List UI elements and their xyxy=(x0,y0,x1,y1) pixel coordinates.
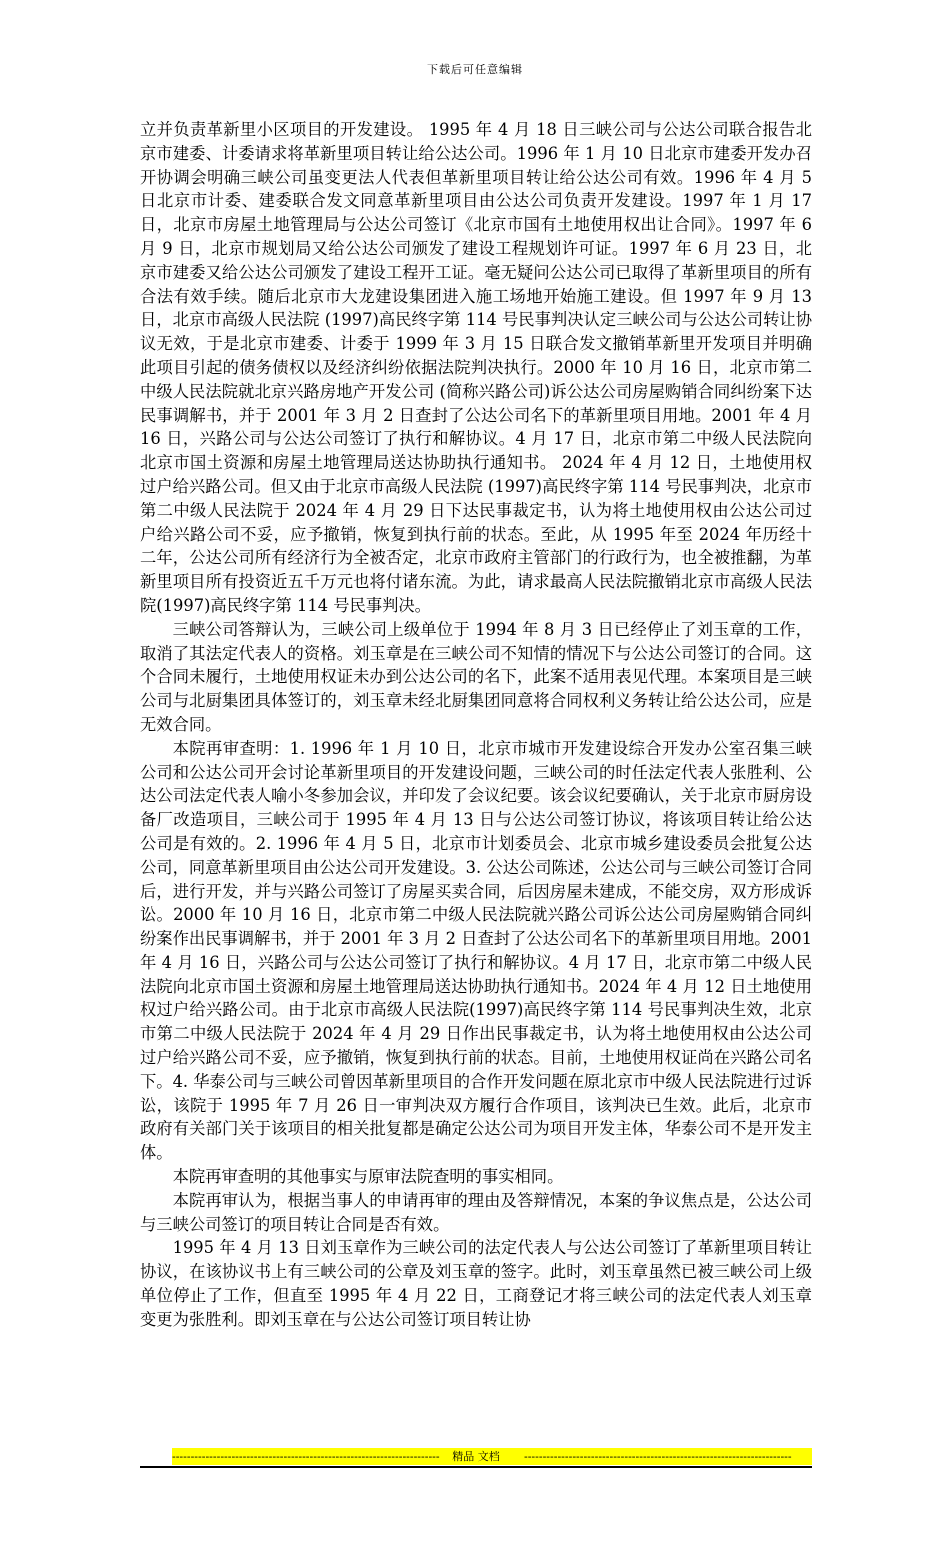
footer-rule xyxy=(140,1466,812,1468)
page-header: 下载后可任意编辑 xyxy=(427,63,523,76)
document-body xyxy=(140,118,812,1332)
paragraph-6: 1995 年 4 月 13 日刘玉章作为三峡公司的法定代表人与公达公司签订了革新里项目转让协议，在该协议书上有三峡公司的公章及刘玉章的签字。此时，刘玉章虽然已被三峡公司上级单位停止了工作，但直至 1995 年 4 月 22 日，工商登记才将三峡公司的法定代表人刘玉章变更为张胜利。即刘玉章在与公达公司签订项目转让协 xyxy=(140,1238,812,1329)
paragraph-3: 本院再审查明：1. 1996 年 1 月 10 日，北京市城市开发建设综合开发办公室召集三峡公司和公达公司开会讨论革新里项目的开发建设问题，三峡公司的时任法定代表人张胜利、公达公司法定代表人喻小冬参加会议，并印发了会议纪要。该会议纪要确认，关于北京市厨房设备厂改造项目，三峡公司于 1995 年 4 月 13 日与公达公司签订协议，将该项目转让给公达公司是有效的。2. 1996 年 4 月 5 日，北京市计划委员会、北京市城乡建设委员会批复公达公司，同意革新里项目由公达公司开发建设。3. 公达公司陈述，公达公司与三峡公司签订合同后，进行开发，并与兴路公司签订了房屋买卖合同，后因房屋未建成，不能交房，双方形成诉讼。2000 年 10 月 16 日，北京市第二中级人民法院就兴路公司诉公达公司房屋购销合同纠纷案作出民事调解书，并于 2001 年 3 月 2 日查封了公达公司名下的革新里项目用地。2001 年 4 月 16 日，兴路公司与公达公司签订了执行和解协议。4 月 17 日，北京市第二中级人民法院向北京市国土资源和房屋土地管理局送达协助执行通知书。2024 年 4 月 12 日土地使用权过户给兴路公司。由于北京市高级人民法院(1997)高民终字第 114 号民事判决生效，北京市第二中级人民法院于 2024 年 4 月 29 日作出民事裁定书，认为将土地使用权由公达公司过户给兴路公司不妥，应予撤销，恢复到执行前的状态。目前，土地使用权证尚在兴路公司名下。4. 华泰公司与三峡公司曾因革新里项目的合作开发问题在原北京市中级人民法院进行过诉讼，该院于 1995 年 7 月 26 日一审判决双方履行合作项目，该判决已生效。此后，北京市政府有关部门关于该项目的相关批复都是确定公达公司为项目开发主体，华泰公司不是开发主体。 xyxy=(140,738,812,1163)
paragraph-4: 本院再审查明的其他事实与原审法院查明的事实相同。 xyxy=(172,1167,564,1187)
paragraph-5: 本院再审认为，根据当事人的申请再审的理由及答辩情况，本案的争议焦点是，公达公司与三峡公司签订的项目转让合同是否有效。 xyxy=(140,1190,812,1234)
footer-dashes-right: ------------------------------------------------------------------------ xyxy=(524,1450,792,1463)
footer-band xyxy=(140,1448,812,1466)
paragraph-1: 立并负责革新里小区项目的开发建设。 1995 年 4 月 18 日三峡公司与公达公司联合报告北京市建委、计委请求将革新里项目转让给公达公司。1996 年 1 月 10 日北京市建委开发办召开协调会明确三峡公司虽变更法人代表但革新里项目转让给公达公司有效。1996 年 4 月 5 日北京市计委、建委联合发文同意革新里项目由公达公司负责开发建设。1997 年 1 月 17 日，北京市房屋土地管理局与公达公司签订《北京市国有土地使用权出让合同》。1997 年 6 月 9 日，北京市规划局又给公达公司颁发了建设工程规划许可证。1997 年 6 月 23 日，北京市建委又给公达公司颁发了建设工程开工证。毫无疑问公达公司已取得了革新里项目的所有合法有效手续。随后北京市大龙建设集团进入施工场地开始施工建设。但 1997 年 9 月 13 日，北京市高级人民法院 (1997)高民终字第 114 号民事判决认定三峡公司与公达公司转让协议无效，于是北京市建委、计委于 1999 年 3 月 15 日联合发文撤销革新里开发项目并明确此项目引起的债务债权以及经济纠纷依据法院判决执行。2000 年 10 月 16 日，北京市第二中级人民法院就北京兴路房地产开发公司 (简称兴路公司)诉公达公司房屋购销合同纠纷案下达民事调解书，并于 2001 年 3 月 2 日查封了公达公司名下的革新里项目用地。2001 年 4 月 16 日，兴路公司与公达公司签订了执行和解协议。4 月 17 日，北京市第二中级人民法院向北京市国土资源和房屋土地管理局送达协助执行通知书。 2024 年 4 月 12 日，土地使用权过户给兴路公司。但又由于北京市高级人民法院 (1997)高民终字第 114 号民事判决，北京市第二中级人民法院于 2024 年 4 月 29 日下达民事裁定书，认为将土地使用权由公达公司过户给兴路公司不妥，应予撤销，恢复到执行前的状态。至此，从 1995 年至 2024 年历经十二年，公达公司所有经济行为全被否定，北京市政府主管部门的行政行为，也全被推翻，为革新里项目所有投资近五千万元也将付诸东流。为此，请求最高人民法院撤销北京市高级人民法院(1997)高民终字第 114 号民事判决。 xyxy=(140,120,812,615)
footer-dashes-left: ------------------------------------------------------------------------ xyxy=(172,1450,440,1463)
footer-label xyxy=(140,1448,812,1465)
footer-label-text: 精品 文档 xyxy=(449,1450,503,1463)
paragraph-2: 三峡公司答辩认为，三峡公司上级单位于 1994 年 8 月 3 日已经停止了刘玉章的工作，取消了其法定代表人的资格。刘玉章是在三峡公司不知情的情况下与公达公司签订的合同。这个合同未履行，土地使用权证未办到公达公司的名下，此案不适用表见代理。本案项目是三峡公司与北厨集团具体签订的，刘玉章未经北厨集团同意将合同权利义务转让给公达公司，应是无效合同。 xyxy=(140,619,812,734)
